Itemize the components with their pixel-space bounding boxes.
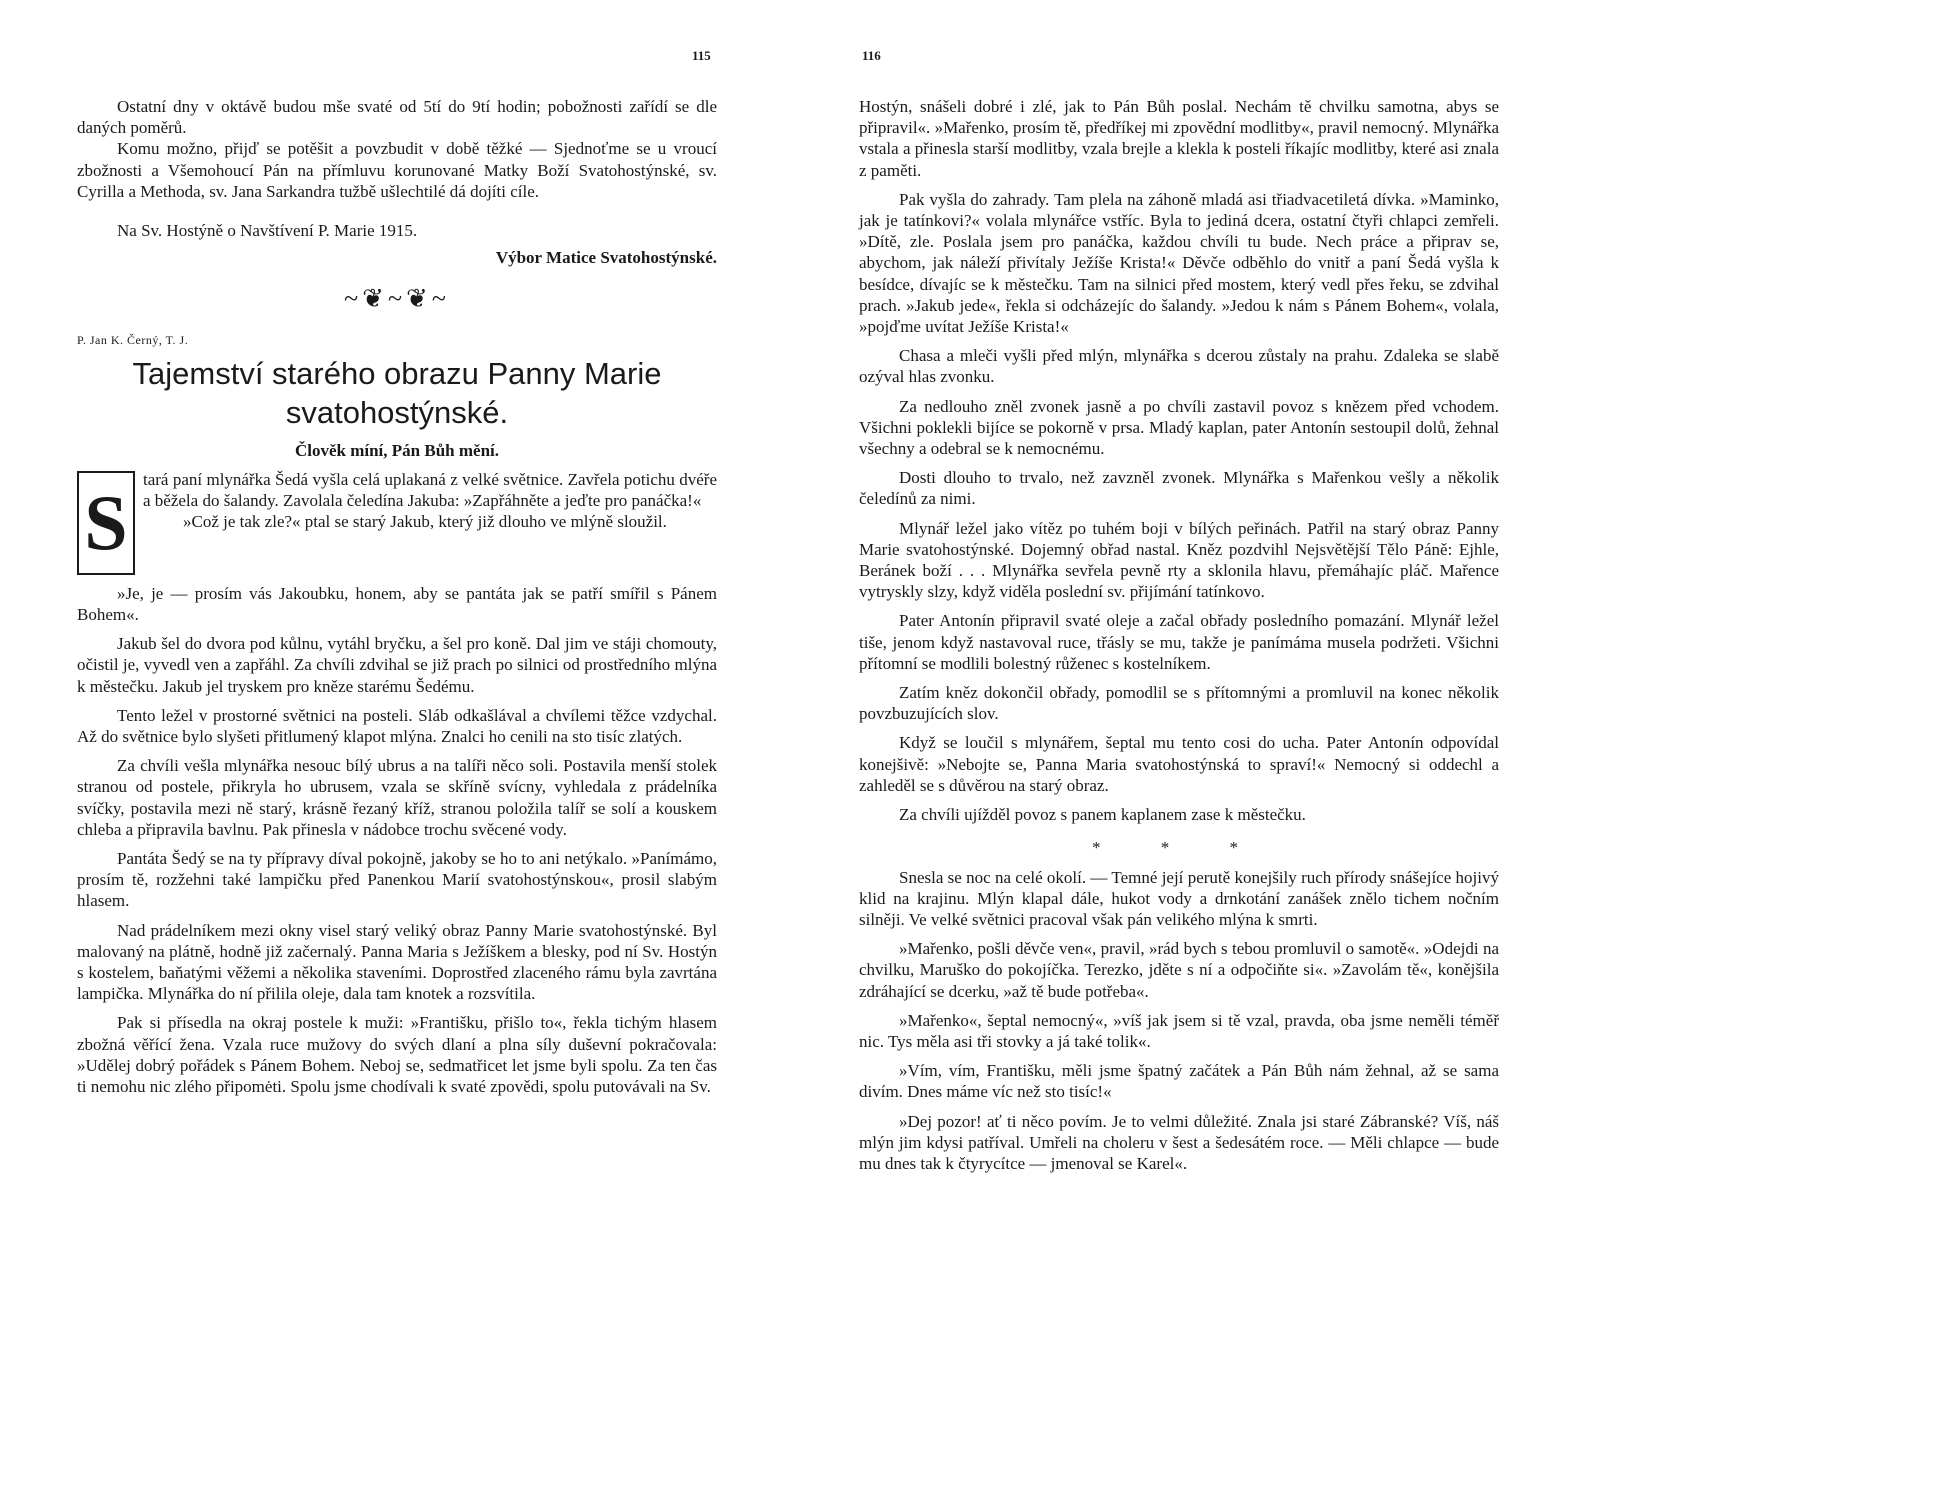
paragraph: »Je, je — prosím vás Jakoubku, honem, aby se pantáta jak se patří smířil s Pánem Bohem«. <box>77 583 717 625</box>
paragraph: Zatím kněz dokončil obřady, pomodlil se s přítomnými a promluvil na konec několik povzbuzujících slov. <box>859 683 1499 724</box>
paragraph: Nad prádelníkem mezi okny visel starý veliký obraz Panny Marie svatohostýnské. Byl malovaný na plátně, hodně již začernalý. Panna Maria s Ježíškem a blesky, pod ní Sv. Hostýn s kostelem, baňatými věžemi a několika staveními. Doprostřed zlaceného rámu byla zavrtána lampička. Mlynářka do ní přilila oleje, dala tam knotek a rozsvítila. <box>77 920 717 1004</box>
paragraph: Jakub šel do dvora pod kůlnu, vytáhl bryčku, a šel pro koně. Dal jim ve stáji chomouty, očistil je, vyvedl ven a zapřáhl. Za chvíli zdvihal se již prach po silnici od prostředního mlýna k městečku. Jakub jel tryskem pro kněze starému Šedému. <box>77 634 717 696</box>
left-page <box>0 0 780 1210</box>
paragraph: Pantáta Šedý se na ty přípravy díval pokojně, jakoby se ho to ani netýkalo. »Panímámo, prosím tě, rozžehni také lampičku před Panenkou Marií svatohostýnskou«, prosil slabým hlasem. <box>77 849 717 911</box>
ornament: ~❦~❦~ <box>344 284 450 314</box>
paragraph: Ostatní dny v oktávě budou mše svaté od 5tí do 9tí hodin; pobožnosti zařídí se dle daných poměrů. <box>77 97 717 138</box>
page-number: 115 <box>692 48 711 63</box>
left-column <box>77 96 717 1097</box>
article-author: P. Jan K. Černý, T. J. <box>77 333 189 348</box>
drop-cap: S <box>77 471 135 575</box>
paragraph: Pak si přísedla na okraj postele k muži: »Františku, přišlo to«, řekla tichým hlasem zbožná věřící žena. Vzala ruce mužovy do svých dlaní a plna síly duševní pokračovala: »Udělej dobrý pořádek s Pánem Bohem. Neboj se, sedmatřicet let jsme byli spolu. Za ten čas ti nemohu nic zlého připomėti. Spolu jsme chodívali k svaté zpovědi, spolu putovávali na Sv. <box>77 1013 717 1097</box>
paragraph: Tento ležel v prostorné světnici na posteli. Sláb odkašlával a chvílemi těžce vzdychal. Až do světnice bylo slyšeti přitlumený klapot mlýna. Znalci ho cenili na sto tisíc zlatých. <box>77 705 717 747</box>
date-line: Na Sv. Hostýně o Navštívení P. Marie 1915. <box>117 221 418 241</box>
paragraph: Chasa a mleči vyšli před mlýn, mlynářka s dcerou zůstaly na prahu. Zdaleka se slabě ozýval hlas zvonku. <box>859 346 1499 387</box>
section-break: * * * <box>1092 838 1266 858</box>
paragraph: Hostýn, snášeli dobré i zlé, jak to Pán Bůh poslal. Nechám tě chvilku samotna, abys se připravil«. »Mařenko, prosím tě, předříkej mi zpovědní modlitby«, pravil nemocný. Mlynářka vstala a přinesla starší modlitby, vzala brejle a klekla k posteli říkajíc modlitby, které asi znala z paměti. <box>859 97 1499 180</box>
first-paragraph <box>77 469 717 575</box>
paragraph: »Dej pozor! ať ti něco povím. Je to velmi důležité. Znala jsi staré Zábranské? Víš, náš mlýn jim kdysi patříval. Umřeli na choleru v šest a šedesátém roce. — Měli chlapce — bude mu dnes tak k čtyrycítce — jmenoval se Karel«. <box>859 1111 1499 1173</box>
page-number: 116 <box>862 48 881 63</box>
paragraph: Mlynář ležel jako vítěz po tuhém boji v bílých peřinách. Patřil na starý obraz Panny Marie svatohostýnské. Dojemný obřad nastal. Kněz pozdvihl Nejsvětější Tělo Páně: Ejhle, Beránek boží . . . Mlynářka sevřela pevně rty a sklonila hlavu, přemáhajíc pláč. Mařence vytryskly slzy, když viděla poslední sv. přijímání tatínkovo. <box>859 518 1499 602</box>
paragraph: »Což je tak zle?« ptal se starý Jakub, který již dlouho ve mlýně sloužil. <box>183 512 667 532</box>
right-page <box>780 0 1559 1210</box>
article-subtitle: Člověk míní, Pán Bůh mění. <box>294 440 500 460</box>
paragraph: »Mařenko, pošli děvče ven«, pravil, »rád bych s tebou promluvil o samotě«. »Odejdi na chvilku, Maruško do pokojíčka. Terezko, jděte s ní a odpočiňte si«. »Zavolám tě«, konějšila zdráhající se dcerku, »až tě bude potřeba«. <box>859 939 1499 1001</box>
paragraph: Pater Antonín připravil svaté oleje a začal obřady posledního pomazání. Mlynář ležel tiše, jenom když nastavoval ruce, třásly se mu, takže je panímáma musela podržeti. Všichni přítomní se modlili bolestný růženec s kostelníkem. <box>859 611 1499 673</box>
right-column <box>859 96 1499 1174</box>
paragraph: Za chvíli ujížděl povoz s panem kaplanem zase k městečku. <box>899 805 1306 825</box>
paragraph: Pak vyšla do zahrady. Tam plela na záhoně mladá asi třiadvacetiletá dívka. »Maminko, jak je tatínkovi?« volala mlynářce vstříc. Byla to jediná dcera, ostatní čtyři chlapci zemřeli. »Dítě, zle. Poslala jsem pro panáčka, každou chvíli tu bude. Nech práce a připrav se, abychom, jak náleží přivítaly Ježíše Krista!« Děvče odběhlo do vnitř a paní Šedá vyšla k besídce, dívajíc se k městečku. Tam na silnici před mostem, který vedl přes řeku, se zdvihal prach. »Jakub jede«, řekla si odcházejíc do šalandy. »Jedou k nám s Pánem Bohem«, volala, »pojďme uvítat Ježíše Krista!« <box>859 189 1499 337</box>
signature: Výbor Matice Svatohostýnské. <box>495 248 717 268</box>
paragraph: Snesla se noc na celé okolí. — Temné její perutě konejšily ruch přírody snášejíce hojivý klid na krajinu. Mlýn klapal dále, hukot vody a drnkotání zanášek znělo tichem nočním silněji. Ve velké světnici pracoval však pán velikého mlýna k smrti. <box>859 867 1499 929</box>
paragraph: »Vím, vím, Františku, měli jsme špatný začátek a Pán Bůh nám žehnal, až se sama divím. Dnes máme víc než sto tisíc!« <box>859 1061 1499 1102</box>
paragraph: Komu možno, přijď se potěšit a povzbudit v době těžké — Sjednoťme se u vroucí zbožnosti a Všemohoucí Pán na přímluvu korunované Matky Boží Svatohostýnské, sv. Cyrilla a Methoda, sv. Jana Sarkandra tužbě ušlechtilé dá dojíti cíle. <box>77 139 717 201</box>
article-title: Tajemství starého obrazu Panny Marie svatohostýnské. <box>132 355 662 430</box>
paragraph: Za chvíli vešla mlynářka nesouc bílý ubrus a na talíři něco soli. Postavila menší stolek stranou od postele, přikryla ho ubrusem, vzala se skříně svícny, vyhledala z prádelníka svíčky, postavila mezi ně starý, krásně řezaný kříž, stranou položila talíř se solí a kouskem chleba a připravila bavlnu. Pak přinesla v nádobce trochu svěcené vody. <box>77 756 717 839</box>
paragraph: Za nedlouho zněl zvonek jasně a po chvíli zastavil povoz s knězem před vchodem. Všichni poklekli bijíce se pokorně v prsa. Mladý kaplan, pater Antonín sestoupil dolů, žehnal všechny a odebral se k nemocnému. <box>859 396 1499 459</box>
paragraph: tará paní mlynářka Šedá vyšla celá uplakaná z velké světnice. Zavřela potichu dvéře a běžela do šalandy. Zavolala čeledína Jakuba: »Zapřáhněte a jeďte pro panáčka!« <box>143 469 717 511</box>
paragraph: Dosti dlouho to trvalo, než zavzněl zvonek. Mlynářka s Mařenkou vešly a několik čeledínů za nimi. <box>859 468 1499 509</box>
paragraph: Když se loučil s mlynářem, šeptal mu tento cosi do ucha. Pater Antonín odpovídal konejšivě: »Nebojte se, Panna Maria svatohostýnská to spraví!« Nemocný si oddechl a zahleděl se s důvěrou na starý obraz. <box>859 733 1499 795</box>
paragraph: »Mařenko«, šeptal nemocný«, »víš jak jsem si tě vzal, pravda, oba jsme neměli téměř nic. Tys měla asi tři stovky a já také tolik«. <box>859 1010 1499 1051</box>
